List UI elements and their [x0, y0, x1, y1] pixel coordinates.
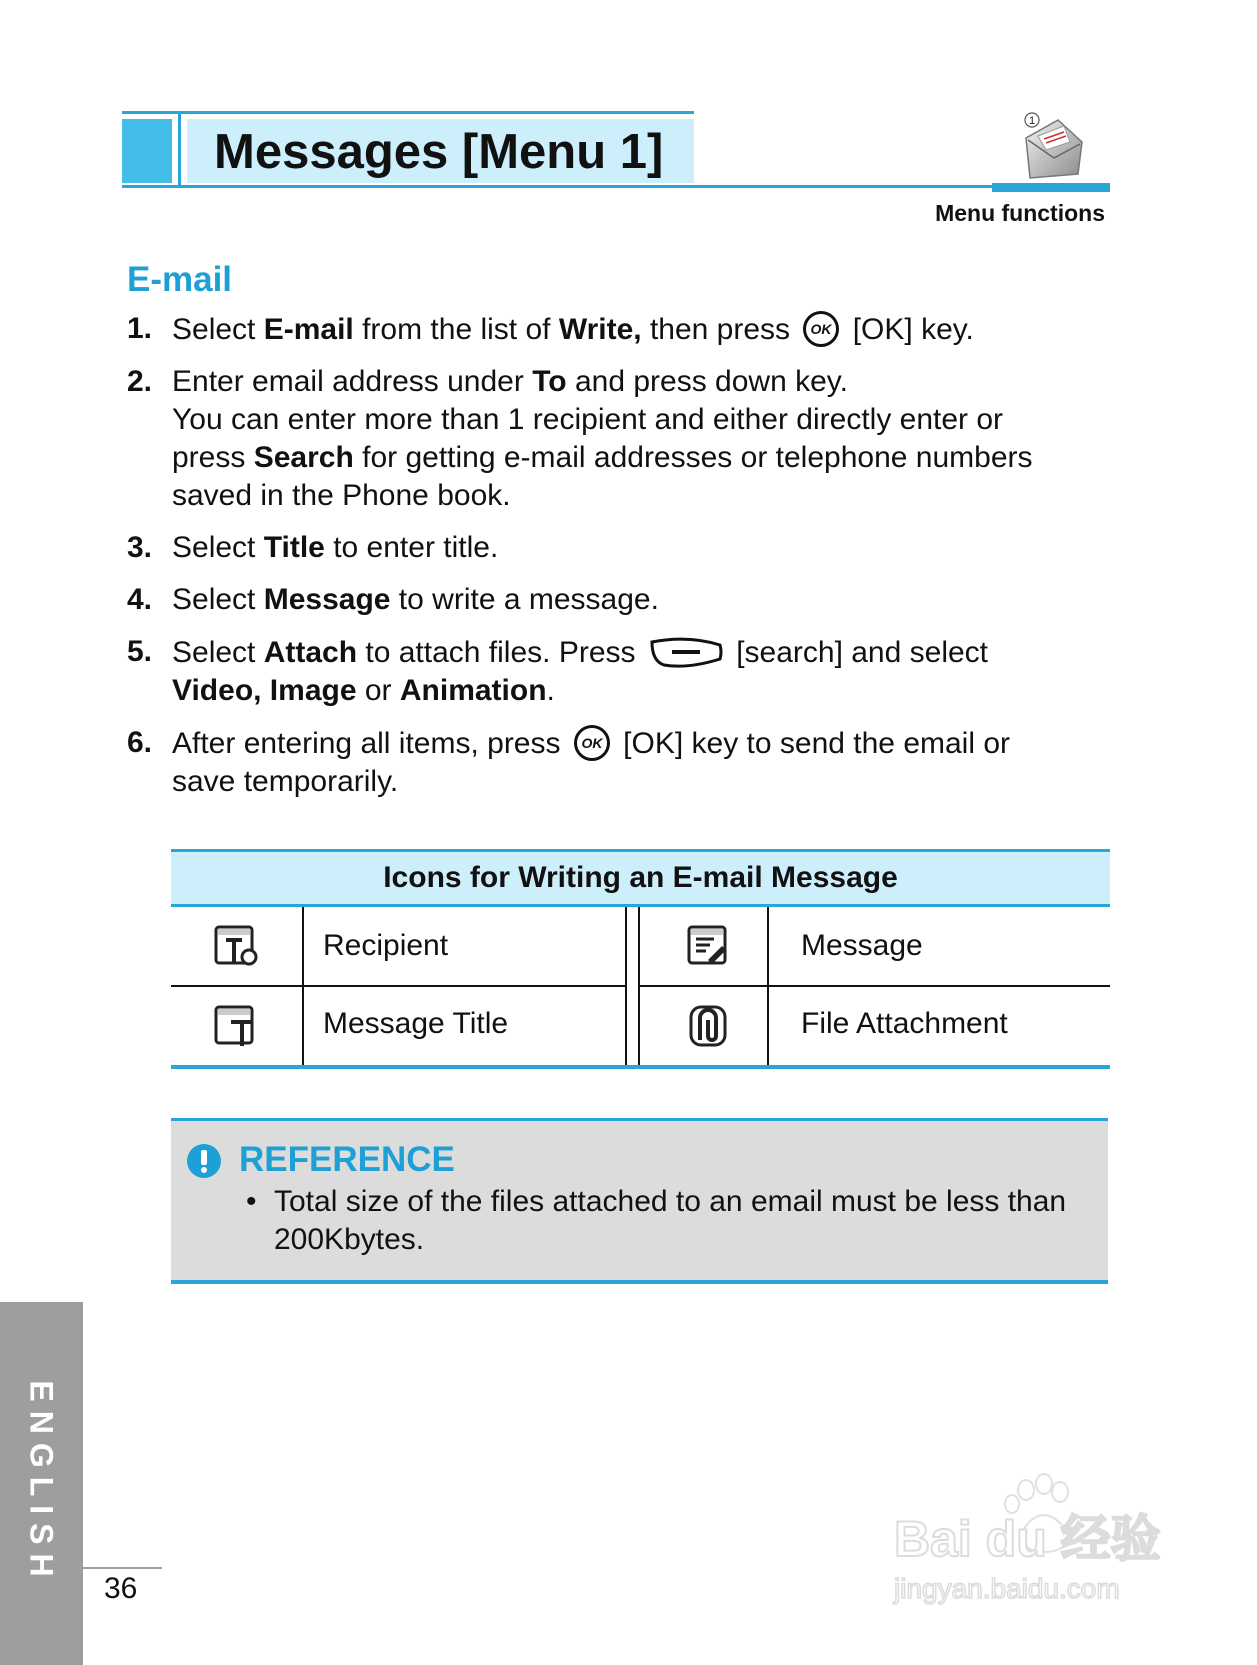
icon-table-title: Icons for Writing an E-mail Message [171, 849, 1110, 907]
page-number-rule [83, 1567, 162, 1569]
step-text: to enter title. [324, 531, 499, 564]
step-list [127, 310, 1127, 815]
step-item [127, 724, 1127, 801]
step-text: save temporarily. [172, 765, 399, 798]
header-bottom-rule [122, 185, 1107, 188]
envelope-icon [1020, 112, 1088, 182]
step-number: 2. [127, 365, 153, 398]
step-text: to attach files. Press [357, 636, 644, 669]
step-text: [OK] key to send the email or [614, 727, 1011, 760]
step-number: 6. [127, 726, 153, 759]
step-text: or [356, 674, 400, 707]
baidu-watermark-logo [888, 1470, 1178, 1610]
watermark-brand: Bai du 经验 [894, 1511, 1161, 1567]
attachment-icon [642, 987, 774, 1065]
step-text: . [546, 674, 555, 707]
step-text: [OK] key. [844, 313, 974, 346]
page-number: 36 [104, 1572, 138, 1605]
icon-table [171, 849, 1110, 1069]
step-text: and press down key. [566, 365, 848, 398]
step-keyword: Title [263, 531, 325, 564]
recipient-icon [171, 907, 303, 985]
header-accent-bar [992, 183, 1110, 192]
message-title-label: Message Title [323, 1007, 509, 1040]
search-key-icon [648, 633, 724, 671]
step-text: from the list of [353, 313, 559, 346]
step-item [127, 633, 1127, 710]
envelope-badge: 1 [1028, 115, 1036, 127]
step-text: Select [172, 531, 264, 564]
file-attachment-label: File Attachment [801, 1007, 1008, 1040]
step-keyword: E-mail [263, 313, 354, 346]
reference-note: Total size of the files attached to an email must be less than 200Kbytes. [274, 1185, 1067, 1256]
step-number: 3. [127, 531, 153, 564]
icon-table-body [171, 907, 1110, 1069]
title-icon [171, 987, 303, 1065]
svg-text:OK: OK [581, 735, 603, 751]
step-item [127, 363, 1127, 515]
step-keyword: Write, [558, 313, 642, 346]
header-color-block [122, 119, 172, 183]
step-text: Select [172, 636, 264, 669]
step-item [127, 310, 1127, 349]
section-title: E-mail [127, 260, 233, 299]
language-tab-label: ENGLISH [23, 1380, 60, 1586]
reference-title: REFERENCE [239, 1140, 455, 1179]
page-title: Messages [Menu 1] [214, 125, 664, 179]
reference-text [246, 1183, 1074, 1259]
table-divider [171, 985, 626, 987]
step-keyword: Attach [263, 636, 358, 669]
step-item [127, 529, 1127, 567]
step-text: Select [172, 583, 264, 616]
step-number: 1. [127, 312, 153, 345]
step-keyword: To [532, 365, 567, 398]
step-keyword: Message [263, 583, 391, 616]
step-text: for getting e-mail addresses or telephone numbers [353, 441, 1033, 474]
message-icon [642, 907, 774, 985]
bullet: • [246, 1185, 257, 1218]
step-keyword: Video, Image [172, 674, 357, 707]
step-text: then press [641, 313, 799, 346]
step-text: press [172, 441, 254, 474]
exclamation-icon [186, 1143, 222, 1179]
step-keyword: Search [253, 441, 354, 474]
step-item [127, 581, 1127, 619]
table-divider [638, 985, 1110, 987]
step-text: Select [172, 313, 264, 346]
ok-key-icon [573, 724, 611, 762]
recipient-label: Recipient [323, 929, 449, 962]
step-number: 4. [127, 583, 153, 616]
watermark-url: jingyan.baidu.com [894, 1573, 1120, 1604]
step-text: saved in the Phone book. [172, 479, 511, 512]
step-text: Enter email address under [172, 365, 533, 398]
message-label: Message [801, 929, 923, 962]
step-text: You can enter more than 1 recipient and either directly enter or [172, 403, 1004, 436]
step-number: 5. [127, 635, 153, 668]
step-text: [search] and select [727, 636, 989, 669]
step-text: After entering all items, press [172, 727, 569, 760]
section-label: Menu functions [935, 200, 1105, 226]
svg-text:OK: OK [810, 321, 832, 337]
step-keyword: Animation [399, 674, 547, 707]
header-top-rule [122, 111, 694, 114]
reference-box [171, 1118, 1108, 1284]
header-divider [178, 111, 181, 188]
ok-key-icon [802, 310, 840, 348]
step-text: to write a message. [390, 583, 659, 616]
